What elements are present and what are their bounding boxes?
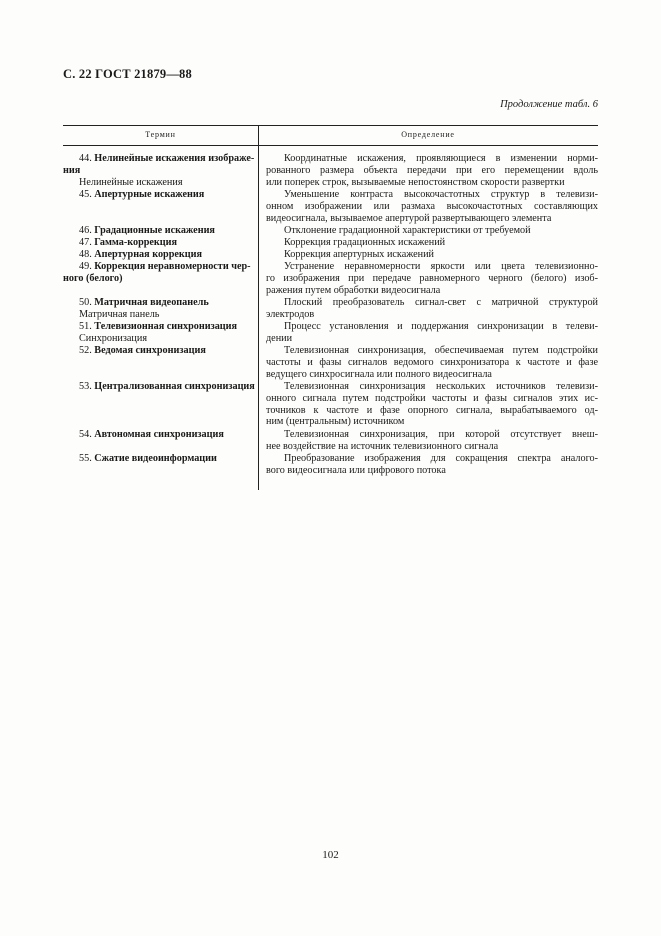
term-name: Коррекция неравномерности чер- bbox=[94, 261, 251, 272]
term-number: 53. bbox=[79, 381, 95, 392]
term-number: 49. bbox=[79, 261, 95, 272]
definition-cell bbox=[266, 249, 598, 261]
definition-line: Телевизионная синхронизация, обеспечиваемая путем подстройки bbox=[284, 345, 598, 356]
term-cell bbox=[63, 153, 253, 188]
page-number: 102 bbox=[322, 849, 339, 861]
term-synonym: Матричная панель bbox=[79, 308, 160, 320]
term-number: 50. bbox=[79, 297, 95, 308]
term-first-line bbox=[63, 297, 253, 309]
term-continuation-line bbox=[63, 273, 253, 285]
definition-line: го изображения при передаче равномерного черного (белого) изоб- bbox=[266, 272, 598, 284]
term-number: 47. bbox=[79, 237, 95, 248]
definition-line: Координатные искажения, проявляющиеся в изменении норми- bbox=[284, 153, 598, 164]
definition-line: Телевизионная синхронизация, при которой отсутствует внеш- bbox=[284, 429, 598, 440]
table-header-rule bbox=[63, 145, 598, 146]
term-cell bbox=[63, 225, 253, 237]
definition-line: онном изображении или размаха высокочастотных составляющих bbox=[266, 200, 598, 212]
definition-cell bbox=[266, 345, 598, 380]
definition-line: или поперек строк, вызываемые непостоянством скорости развертки bbox=[266, 176, 565, 188]
term-name: Телевизионная синхронизация bbox=[94, 321, 238, 332]
term-cell bbox=[63, 381, 253, 393]
term-first-line bbox=[63, 345, 253, 357]
definition-line: ведущего синхросигнала или полного видеосигнала bbox=[266, 368, 492, 380]
term-number: 55. bbox=[79, 453, 95, 464]
definition-line: электродов bbox=[266, 308, 315, 320]
term-first-line bbox=[63, 249, 253, 261]
definition-line: Отклонение градационной характеристики от требуемой bbox=[284, 225, 531, 236]
definition-cell bbox=[266, 321, 598, 345]
term-name: Автономная синхронизация bbox=[94, 429, 224, 440]
term-continuation-line bbox=[63, 165, 253, 177]
definition-line: Телевизионная синхронизация нескольких источников телевизи- bbox=[284, 381, 598, 392]
term-cell bbox=[63, 429, 253, 441]
definition-cell bbox=[266, 297, 598, 321]
table-top-rule bbox=[63, 125, 598, 126]
term-cell bbox=[63, 237, 253, 249]
definition-line: Коррекция градационных искажений bbox=[284, 237, 446, 248]
definition-line: нее воздействие на источник телевизионного сигнала bbox=[266, 440, 499, 452]
definition-line: рованного размера объекта передачи при его перемещении вдоль bbox=[266, 164, 598, 176]
definition-line: Устранение неравномерности яркости или цвета телевизионно- bbox=[284, 261, 598, 272]
term-name: Сжатие видеоинформации bbox=[94, 453, 217, 464]
term-number: 48. bbox=[79, 249, 95, 260]
term-number: 45. bbox=[79, 189, 95, 200]
definition-line: вого видеосигнала или цифрового потока bbox=[266, 464, 446, 476]
definition-cell bbox=[266, 429, 598, 453]
term-name: Гамма-коррекция bbox=[94, 237, 178, 248]
term-first-line bbox=[63, 381, 253, 393]
definition-line: Преобразование изображения для сокращения спектра аналого- bbox=[284, 453, 598, 464]
term-synonym: Синхронизация bbox=[79, 332, 148, 344]
definition-line: видеосигнала, вызываемое апертурой развертывающего элемента bbox=[266, 212, 552, 224]
definition-cell bbox=[266, 225, 598, 237]
term-number: 51. bbox=[79, 321, 95, 332]
term-synonym: Нелинейные искажения bbox=[79, 176, 183, 188]
term-first-line bbox=[63, 189, 253, 201]
definition-line: Уменьшение контраста высокочастотных структур в телевизи- bbox=[284, 189, 598, 200]
term-name: ного (белого) bbox=[63, 272, 123, 284]
table-continuation-label: Продолжение табл. 6 bbox=[500, 99, 598, 110]
term-cell bbox=[63, 189, 253, 201]
term-first-line bbox=[63, 261, 253, 273]
term-name: Матричная видеопанель bbox=[94, 297, 209, 308]
term-name: Ведомая синхронизация bbox=[94, 345, 206, 356]
definition-line: онного сигнала путем подстройки частоты и фазы сигналов этих ис- bbox=[266, 392, 598, 404]
term-first-line bbox=[63, 321, 253, 333]
term-cell bbox=[63, 345, 253, 357]
term-name: Апертурная коррекция bbox=[94, 249, 203, 260]
term-name: Централизованная синхронизация bbox=[94, 381, 255, 392]
term-first-line bbox=[63, 153, 253, 165]
definition-line: Коррекция апертурных искажений bbox=[284, 249, 435, 260]
term-cell bbox=[63, 321, 253, 345]
column-header-definition: Определение bbox=[401, 130, 455, 139]
table-column-divider bbox=[258, 125, 259, 490]
term-first-line bbox=[63, 237, 253, 249]
definition-line: дении bbox=[266, 332, 293, 344]
term-first-line bbox=[63, 225, 253, 237]
term-number: 44. bbox=[79, 153, 95, 164]
definition-line: Плоский преобразователь сигнал-свет с матричной структурой bbox=[284, 297, 598, 308]
definition-cell bbox=[266, 237, 598, 249]
term-cell bbox=[63, 453, 253, 465]
term-cell bbox=[63, 249, 253, 261]
term-number: 54. bbox=[79, 429, 95, 440]
definition-line: частоты и фазы сигналов ведомого синхронизатора к частоте и фазе bbox=[266, 356, 598, 368]
definition-cell bbox=[266, 453, 598, 477]
term-name: Градационные искажения bbox=[94, 225, 215, 236]
term-number: 46. bbox=[79, 225, 95, 236]
definition-cell bbox=[266, 381, 598, 428]
column-header-term: Термин bbox=[145, 130, 176, 139]
definition-line: Процесс установления и поддержания синхронизации в телеви- bbox=[284, 321, 598, 332]
term-name: Нелинейные искажения изображе- bbox=[94, 153, 255, 164]
definition-cell bbox=[266, 261, 598, 296]
definition-line: ним (центральным) источником bbox=[266, 416, 405, 428]
page-header-title: С. 22 ГОСТ 21879—88 bbox=[63, 67, 192, 81]
definition-line: ражения путем обработки видеосигнала bbox=[266, 284, 441, 296]
definition-cell bbox=[266, 189, 598, 224]
term-number: 52. bbox=[79, 345, 95, 356]
term-cell bbox=[63, 297, 253, 321]
term-first-line bbox=[63, 453, 253, 465]
term-name: Апертурные искажения bbox=[94, 189, 205, 200]
definition-line: точников к частоте и фазе опорного сигнала, вырабатываемого од- bbox=[266, 404, 598, 416]
term-name: ния bbox=[63, 164, 81, 176]
definition-cell bbox=[266, 153, 598, 188]
term-cell bbox=[63, 261, 253, 285]
term-first-line bbox=[63, 429, 253, 441]
